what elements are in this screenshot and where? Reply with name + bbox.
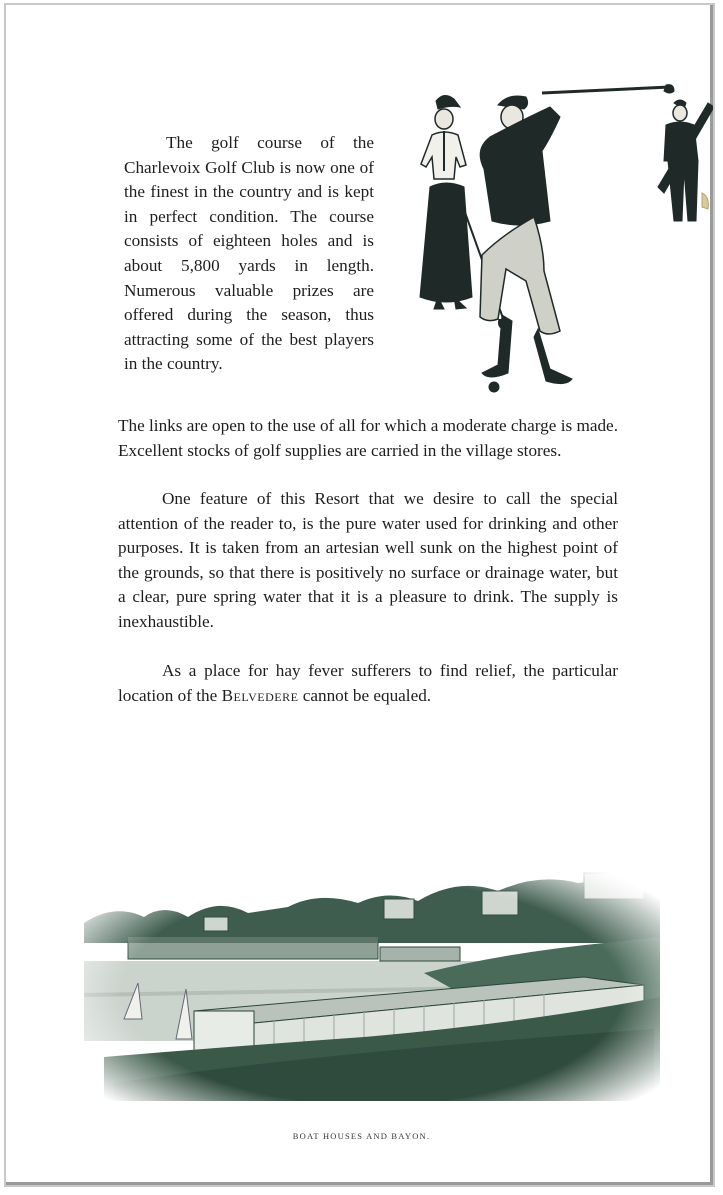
golfer-figure [480, 85, 674, 392]
hay-fever-text-end: cannot be equaled. [302, 685, 432, 705]
boat-houses-photo [84, 843, 660, 1101]
pure-water-paragraph: One feature of this Resort that we desire to call the special attention of the reader to, is the pure water used for drinking and other purposes. It is taken from an artesian well sunk on the highest point of the grounds, so that there is positively no surface or drainage water, but a clear, pure spring water that it is a pleasure to drink. The supply is inexhaustible. [118, 489, 618, 631]
golf-intro-text: The golf course of the Charlevoix Golf Club is now one of the finest in the country and is kept in perfect condition. The course consists of eighteen holes and is about 5,800 yards in length. Numerous valuable prizes are offered during the season, thus attracting some of the best players in the country. [124, 133, 374, 374]
photo-caption: BOAT HOUSES AND BAYON. [292, 1131, 431, 1141]
belvedere-name: Belvedere [221, 685, 299, 705]
caddie-figure [658, 100, 714, 221]
hay-fever-text-start: As a place for hay fever sufferers to find relief, the particular location of the [118, 661, 618, 705]
golf-links-paragraph: The links are open to the use of all for which a moderate charge is made. Excellent stocks of golf supplies are carried in the village stores. [118, 416, 618, 460]
golfers-illustration [388, 83, 715, 413]
hay-fever-paragraph [118, 659, 618, 708]
book-page [4, 3, 715, 1187]
golf-course-paragraph [124, 131, 374, 377]
